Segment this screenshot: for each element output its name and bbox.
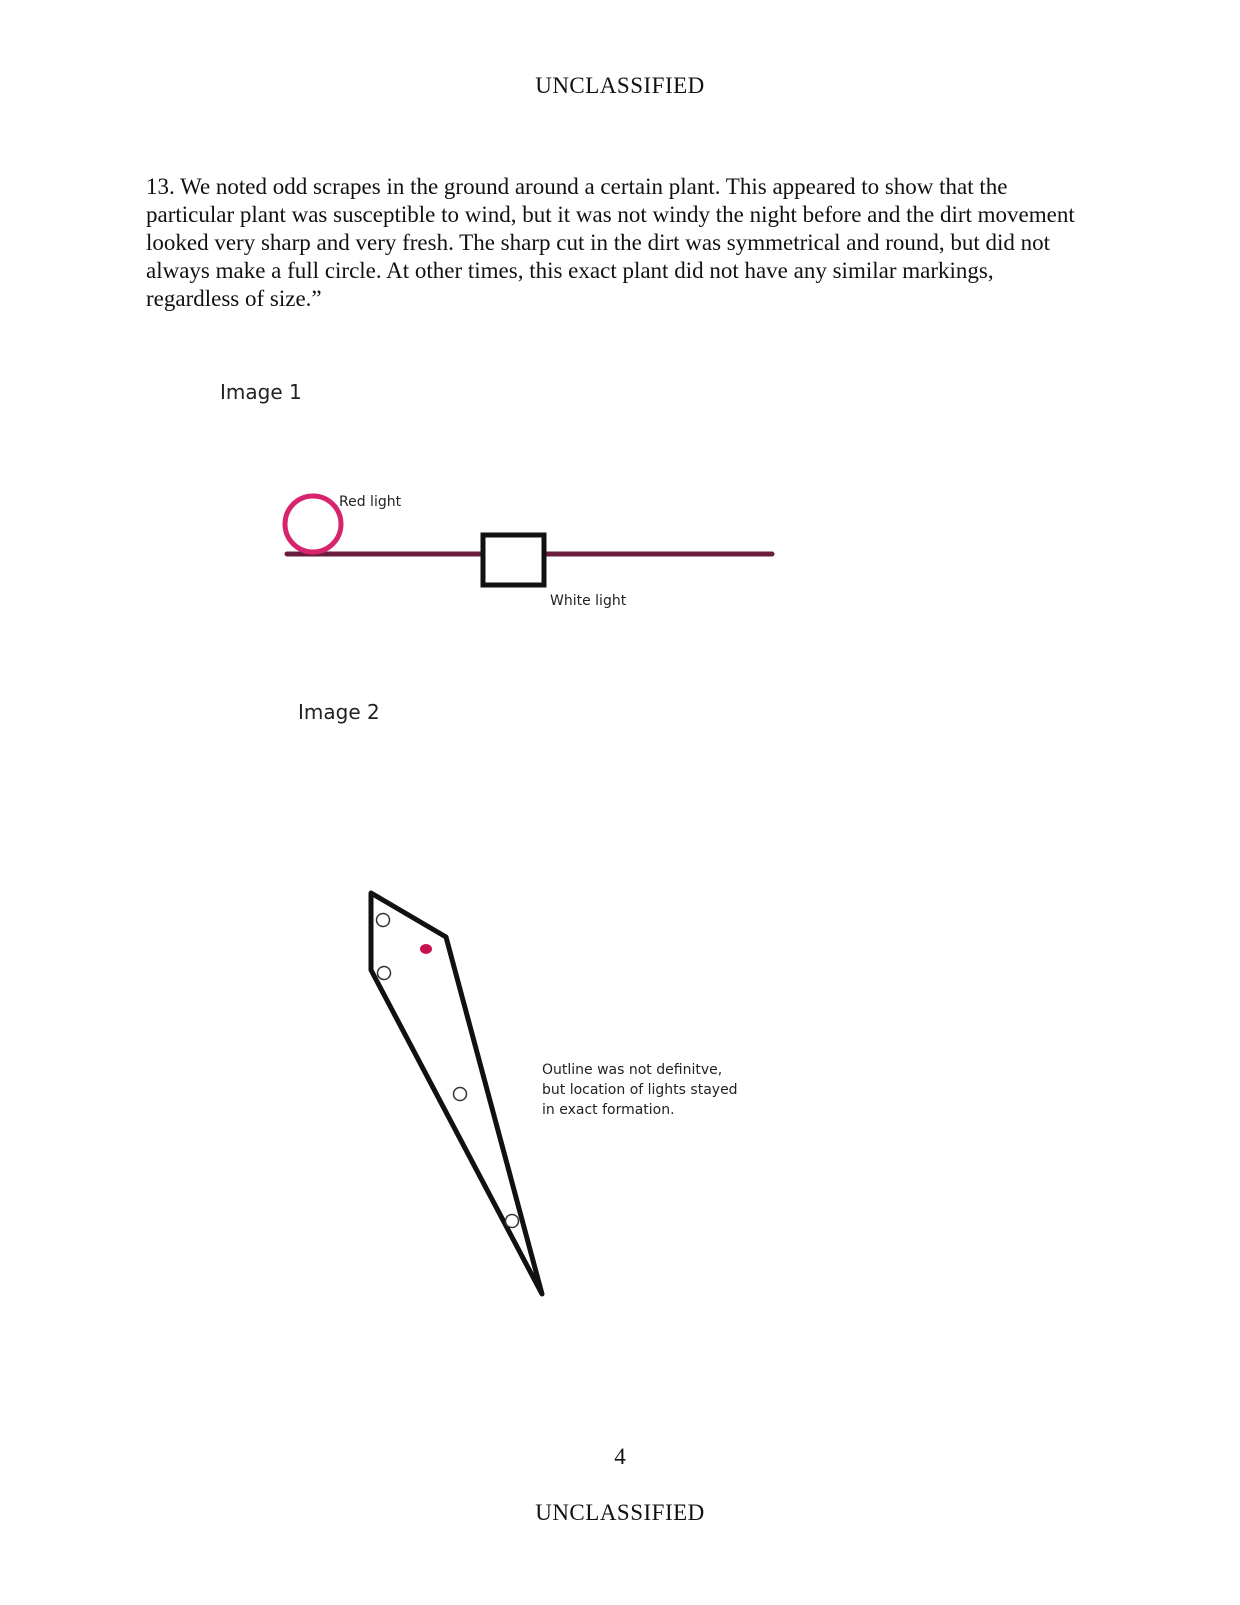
red-light-dot [420,944,432,954]
outline-note-line-1: Outline was not definitve, [542,1062,723,1078]
page-number: 4 [614,1444,626,1469]
white-light-3 [454,1088,467,1101]
classification-header: UNCLASSIFIED [535,73,705,98]
image2-label: Image 2 [298,700,380,724]
outline-note-line-2: but location of lights stayed [542,1082,738,1098]
outline-note-line-3: in exact formation. [542,1102,675,1118]
object-outline [371,893,542,1294]
white-light-4 [506,1215,519,1228]
classification-footer: UNCLASSIFIED [535,1500,705,1525]
outline-note [542,1060,738,1120]
white-light-label: White light [550,593,627,609]
red-light-circle [285,496,341,552]
red-light-label: Red light [339,494,402,510]
white-light-2 [378,967,391,980]
white-light-box [483,535,544,585]
white-light-1 [377,914,390,927]
paragraph-13: 13. We noted odd scrapes in the ground around a certain plant. This appeared to show that the particular plant was susceptible to wind, but it was not windy the night before and the dirt movement looked very sharp and very fresh. The sharp cut in the dirt was symmetrical and round, but did not always make a full circle. At other times, this exact plant did not have any similar markings, regardless of size.” [146,174,1075,311]
image2-sketch [371,893,542,1294]
image1-label: Image 1 [220,380,302,404]
